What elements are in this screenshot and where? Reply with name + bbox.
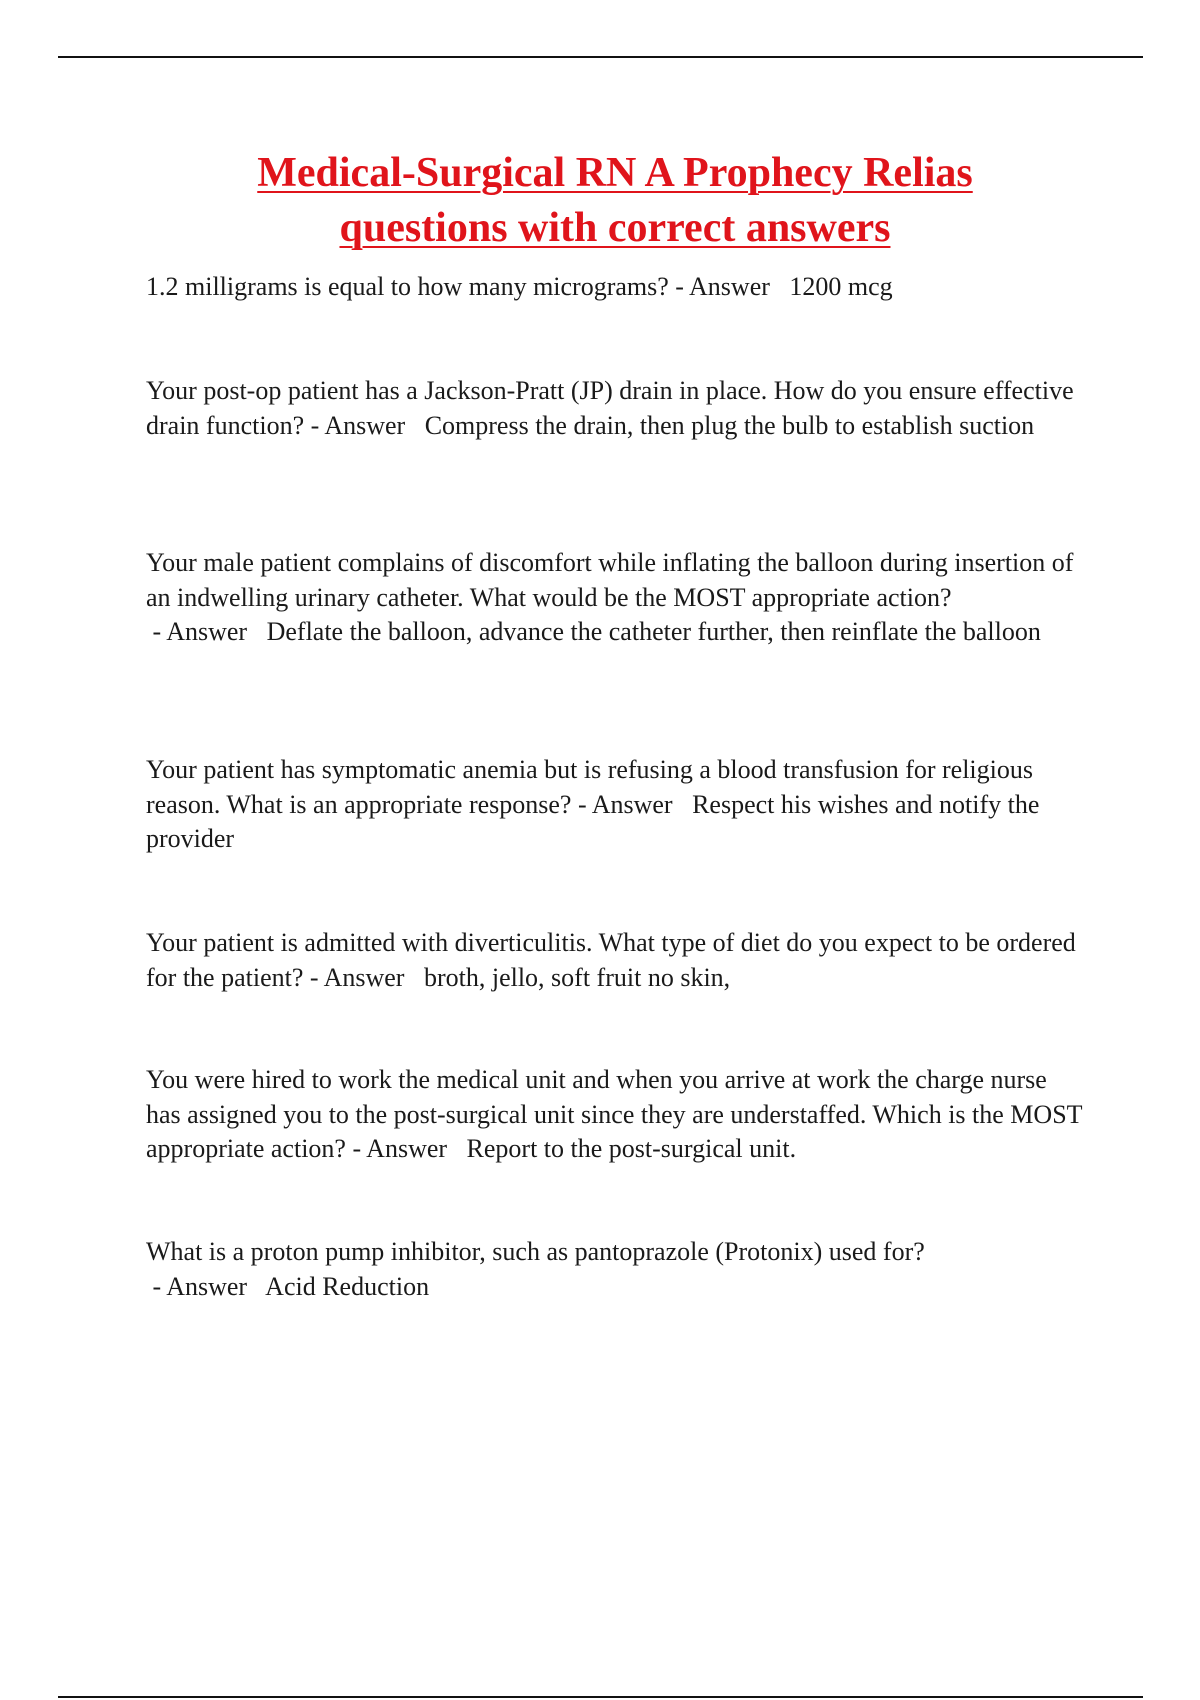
answer-separator: - Answer: [146, 617, 267, 646]
qa-item-2: [146, 374, 1086, 443]
question-text: You were hired to work the medical unit and when you arrive at work the charge nurse has assigned you to the post-surgical unit since they are understaffed. Which is the MOST appropriate action?: [146, 1065, 1083, 1163]
qa-item-4: [146, 753, 1086, 857]
answer-separator: - Answer: [345, 1134, 467, 1163]
answer-separator: - Answer: [304, 410, 425, 440]
answer-separator: - Answer: [303, 962, 424, 992]
question-text: Your patient has symptomatic anemia but is refusing a blood transfusion for religious reason. What is an appropriate response?: [146, 755, 1033, 819]
top-divider: [58, 56, 1143, 58]
page-title: [120, 146, 1110, 256]
question-text: Your patient is admitted with diverticulitis. What type of diet do you expect to be ordered for the patient?: [146, 928, 1076, 992]
title-line-2: questions with correct answers: [339, 205, 891, 251]
question-text: Your male patient complains of discomfort while inflating the balloon during insertion of an indwelling urinary catheter. What would be the MOST appropriate action?: [146, 548, 1074, 612]
qa-item-1: [146, 270, 1086, 305]
answer-separator: - Answer: [571, 789, 693, 819]
answer-text: Report to the post-surgical unit.: [466, 1134, 797, 1163]
qa-item-3: [146, 546, 1086, 650]
question-text: Your post-op patient has a Jackson-Pratt (JP) drain in place. How do you ensure effective drain function?: [146, 376, 1074, 440]
answer-text: Compress the drain, then plug the bulb to establish suction: [424, 410, 1035, 440]
answer-text: Acid Reduction: [265, 1271, 430, 1301]
answer-separator: - Answer: [146, 1271, 266, 1301]
answer-text: 1200 mcg: [789, 272, 893, 301]
qa-item-7: [146, 1235, 1086, 1304]
qa-item-5: [146, 926, 1086, 995]
question-text: 1.2 milligrams is equal to how many micrograms?: [146, 272, 669, 301]
qa-item-6: [146, 1063, 1086, 1167]
question-text: What is a proton pump inhibitor, such as pantoprazole (Protonix) used for?: [146, 1237, 925, 1266]
answer-separator: - Answer: [668, 272, 790, 301]
answer-text: broth, jello, soft fruit no skin,: [423, 962, 731, 992]
bottom-divider: [58, 1696, 1143, 1698]
answer-text: Deflate the balloon, advance the catheter further, then reinflate the balloon: [266, 617, 1041, 646]
answer-text: Respect his wishes and notify the provider: [146, 789, 1040, 853]
title-line-1: Medical-Surgical RN A Prophecy Relias: [257, 150, 973, 196]
